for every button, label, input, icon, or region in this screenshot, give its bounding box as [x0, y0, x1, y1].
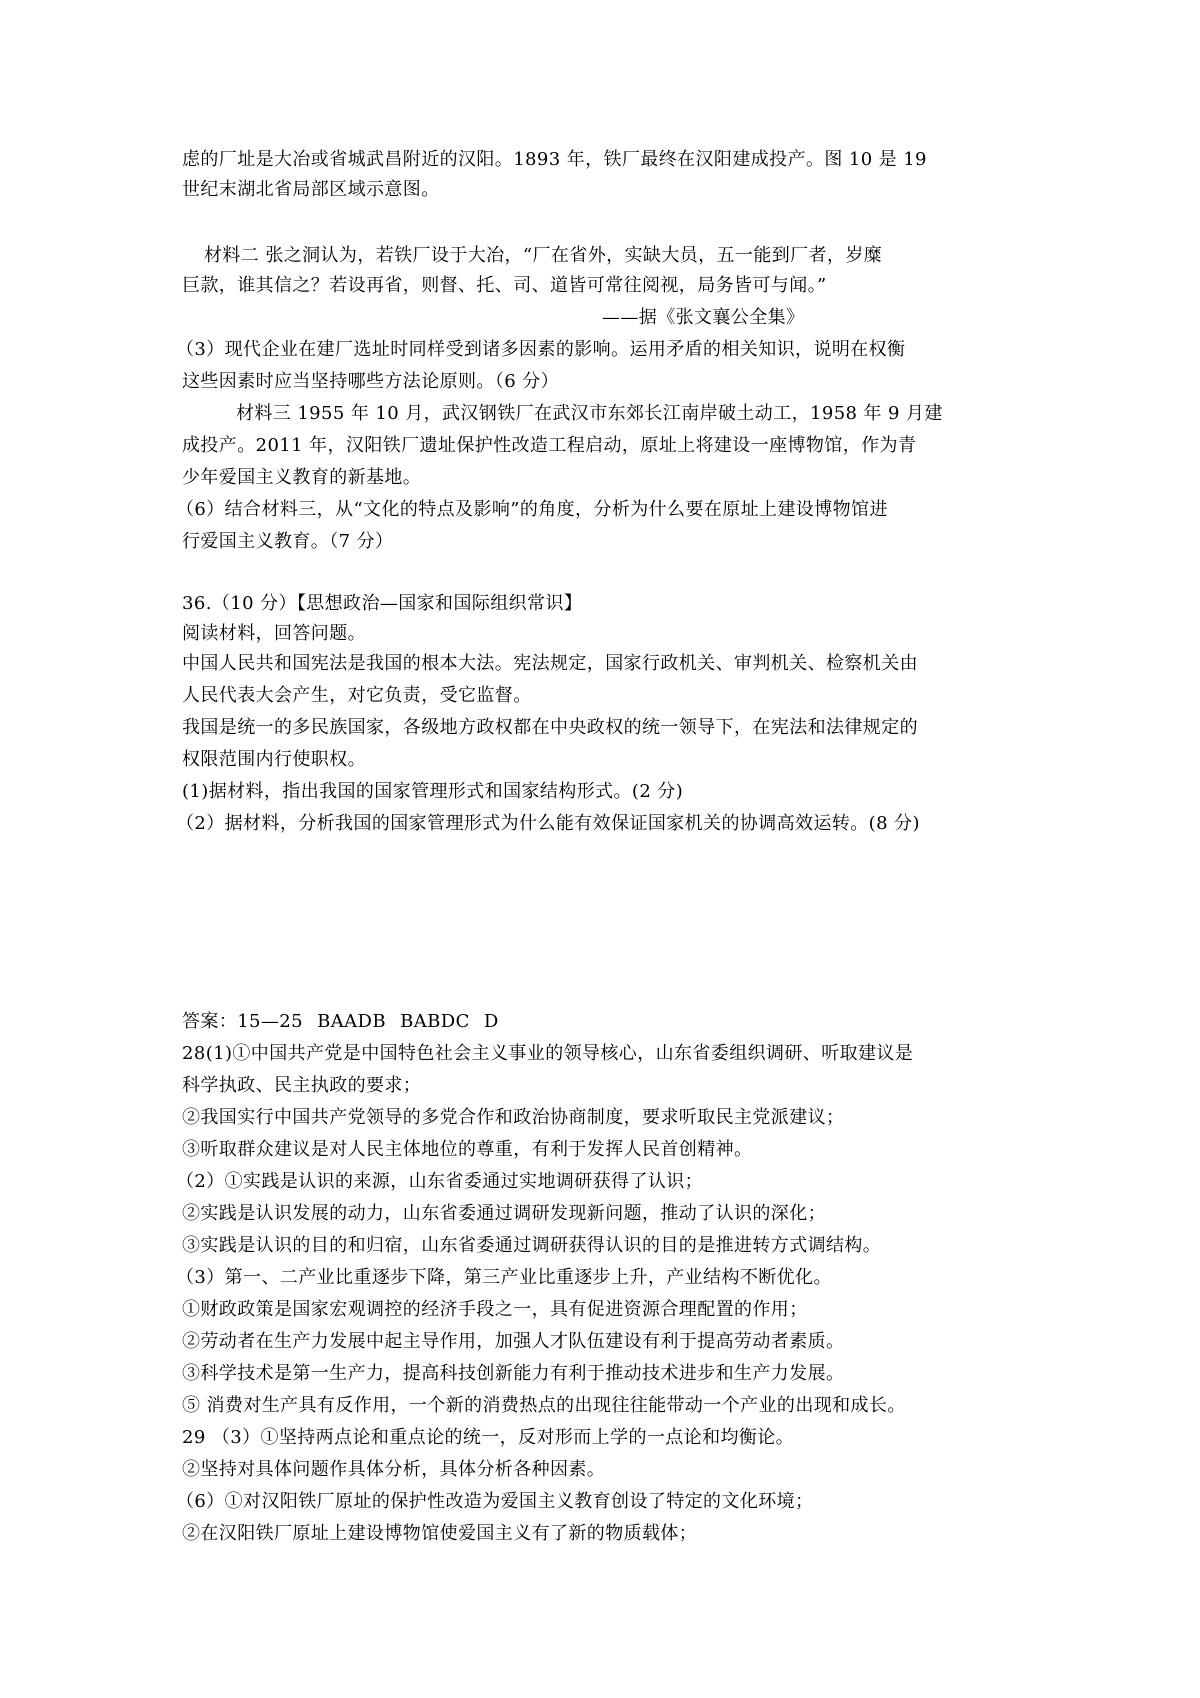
- answer-28-2-line-3: ③实践是认识的目的和归宿，山东省委通过调研获得认识的目的是推进转方式调结构。: [182, 1235, 882, 1256]
- question-36-line-2: 中国人民共和国宪法是我国的根本大法。宪法规定，国家行政机关、审判机关、检察机关由: [182, 653, 918, 674]
- answer-28-3-line-4: ③科学技术是第一生产力，提高科技创新能力有利于推动技术进步和生产力发展。: [182, 1363, 845, 1384]
- question-36-line-5: 权限范围内行使职权。: [182, 749, 366, 770]
- question-3-line-2: 这些因素时应当坚持哪些方法论原则。（6 分）: [182, 371, 559, 392]
- material-three-line-3: 少年爱国主义教育的新基地。: [182, 467, 422, 488]
- answer-28-3-line-1: （3）第一、二产业比重逐步下降，第三产业比重逐步上升，产业结构不断优化。: [176, 1267, 832, 1288]
- answer-28-3-line-3: ②劳动者在生产力发展中起主导作用，加强人才队伍建设有利于提高劳动者素质。: [182, 1331, 845, 1352]
- question-36-line-4: 我国是统一的多民族国家，各级地方政权都在中央政权的统一领导下，在宪法和法律规定的: [182, 717, 918, 738]
- answer-29-3-line-2: ②坚持对具体问题作具体分析，具体分析各种因素。: [182, 1459, 606, 1480]
- question-3-line-1: （3）现代企业在建厂选址时同样受到诸多因素的影响。运用矛盾的相关知识，说明在权衡: [176, 339, 906, 360]
- question-6-line-1: （6）结合材料三，从“文化的特点及影响”的角度，分析为什么要在原址上建设博物馆进: [176, 499, 888, 520]
- answer-28-2-line-2: ②实践是认识发展的动力，山东省委通过调研发现新问题，推动了认识的深化；: [182, 1203, 826, 1224]
- material-two-line-2: 巨款，谁其信之？若设再省，则督、托、司、道皆可常往阅视，局务皆可与闻。”: [182, 275, 827, 296]
- material-three-line-2: 成投产。2011 年，汉阳铁厂遗址保护性改造工程启动，原址上将建设一座博物馆，作为青: [182, 435, 917, 456]
- answer-28-2-line-1: （2）①实践是认识的来源，山东省委通过实地调研获得了认识；: [176, 1171, 704, 1192]
- material-two-attribution: ——据《张文襄公全集》: [602, 307, 805, 328]
- question-36-line-7: （2）据材料，分析我国的国家管理形式为什么能有效保证国家机关的协调高效运转。(8 分): [176, 813, 920, 834]
- question-36-line-6: (1)据材料，指出我国的国家管理形式和国家结构形式。(2 分): [182, 781, 684, 802]
- answer-28-3-line-5: ⑤ 消费对生产具有反作用，一个新的消费热点的出现往往能带动一个产业的出现和成长。: [182, 1395, 906, 1416]
- material-one-line-1: 虑的厂址是大冶或省城武昌附近的汉阳。1893 年，铁厂最终在汉阳建成投产。图 10 是 19: [182, 149, 927, 170]
- material-two-line-1: 材料二 张之洞认为，若铁厂设于大冶，“厂在省外，实缺大员，五一能到厂者，岁糜: [204, 245, 883, 266]
- answer-28-1-line-3: ②我国实行中国共产党领导的多党合作和政治协商制度，要求听取民主党派建议；: [182, 1107, 845, 1128]
- answer-28-3-line-2: ①财政政策是国家宏观调控的经济手段之一，具有促进资源合理配置的作用；: [182, 1299, 808, 1320]
- question-6-line-2: 行爱国主义教育。（7 分）: [182, 531, 394, 552]
- question-36-line-3: 人民代表大会产生，对它负责，受它监督。: [182, 685, 532, 706]
- question-36-line-1: 阅读材料，回答问题。: [182, 623, 366, 644]
- answer-29-6-line-1: （6）①对汉阳铁厂原址的保护性改造为爱国主义教育创设了特定的文化环境；: [176, 1491, 814, 1512]
- material-three-line-1: 材料三 1955 年 10 月，武汉钢铁厂在武汉市东郊长江南岸破土动工，1958 年 9 月建: [236, 403, 943, 424]
- question-36-header: 36.（10 分）【思想政治—国家和国际组织常识】: [182, 593, 583, 614]
- answer-28-1-line-1: 28(1)①中国共产党是中国特色社会主义事业的领导核心，山东省委组织调研、听取建议是: [182, 1043, 914, 1064]
- answer-29-3-line-1: 29 （3）①坚持两点论和重点论的统一，反对形而上学的一点论和均衡论。: [182, 1427, 795, 1448]
- answer-key: 答案：15—25 BAADB BABDC D: [182, 1011, 499, 1032]
- answer-28-1-line-2: 科学执政、民主执政的要求；: [182, 1075, 422, 1096]
- answer-28-1-line-4: ③听取群众建议是对人民主体地位的尊重，有利于发挥人民首创精神。: [182, 1139, 753, 1160]
- material-one-line-2: 世纪末湖北省局部区域示意图。: [182, 179, 440, 200]
- answer-29-6-line-2: ②在汉阳铁厂原址上建设博物馆使爱国主义有了新的物质载体；: [182, 1523, 698, 1544]
